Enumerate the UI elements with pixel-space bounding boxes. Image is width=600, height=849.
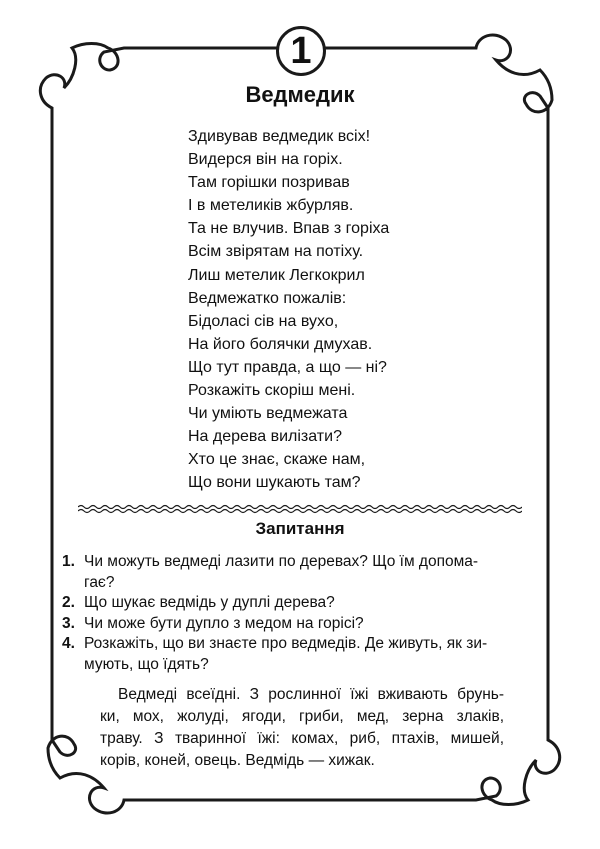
question-item xyxy=(62,593,522,614)
poem-line: Що тут правда, а що — ні? xyxy=(188,358,387,376)
poem-line: Видерся він на горіх. xyxy=(188,151,343,169)
poem-line: І в метеликів жбурляв. xyxy=(188,197,354,215)
section-number-badge xyxy=(276,26,326,76)
poem-line: Всім звірятам на потіху. xyxy=(188,243,364,261)
info-paragraph xyxy=(100,684,504,772)
poem-line: Там горішки позривав xyxy=(188,174,350,192)
poem-line: Здивував ведмедик всіх! xyxy=(188,128,371,145)
info-line: траву. З тваринної їжі: комах, риб, птахів, мишей, xyxy=(100,730,504,747)
wavy-divider xyxy=(78,502,522,516)
poem-line: На його болячки дмухав. xyxy=(188,335,373,353)
question-text: Розкажіть, що ви знаєте про ведмедів. Де живуть, як зи- мують, що їдять? xyxy=(84,635,488,673)
page-title: Ведмедик xyxy=(245,82,355,107)
poem-line: Розкажіть скоріш мені. xyxy=(188,382,356,400)
question-item xyxy=(62,614,522,635)
question-number: 1. xyxy=(62,553,75,570)
info-line: Ведмеді всеїдні. З рослинної їжі вживають брунь- xyxy=(118,686,504,703)
question-text: Чи може бути дупло з медом на горісі? xyxy=(84,614,364,632)
poem-line: Ведмежатко пожалів: xyxy=(188,289,347,307)
questions-list xyxy=(62,552,522,675)
poem-line: Хто це знає, скаже нам, xyxy=(188,451,366,469)
poem-line: Чи уміють ведмежата xyxy=(188,405,348,423)
question-number: 4. xyxy=(62,635,75,652)
question-item xyxy=(62,552,522,593)
poem-line: Лиш метелик Легкокрил xyxy=(188,266,365,284)
question-number: 2. xyxy=(62,594,75,611)
question-text: Чи можуть ведмеді лазити по деревах? Що їм допома- гає? xyxy=(84,553,479,591)
poem-line: На дерева вилізати? xyxy=(188,428,342,446)
poem-line: Бідоласі сів на вухо, xyxy=(188,312,339,330)
question-item xyxy=(62,634,522,675)
question-text: Що шукає ведмідь у дуплі дерева? xyxy=(84,594,335,611)
poem-line: Що вони шукають там? xyxy=(188,474,361,492)
section-number: 1 xyxy=(290,30,312,72)
questions-heading: Запитання xyxy=(255,519,345,538)
poem xyxy=(188,125,389,495)
info-line: корів, коней, овець. Ведмідь — хижак. xyxy=(100,752,375,769)
question-number: 3. xyxy=(62,614,75,632)
poem-line: Та не влучив. Впав з горіха xyxy=(188,220,390,238)
info-line: ки, мох, жолуді, ягоди, гриби, мед, зерна злаків, xyxy=(100,708,504,725)
